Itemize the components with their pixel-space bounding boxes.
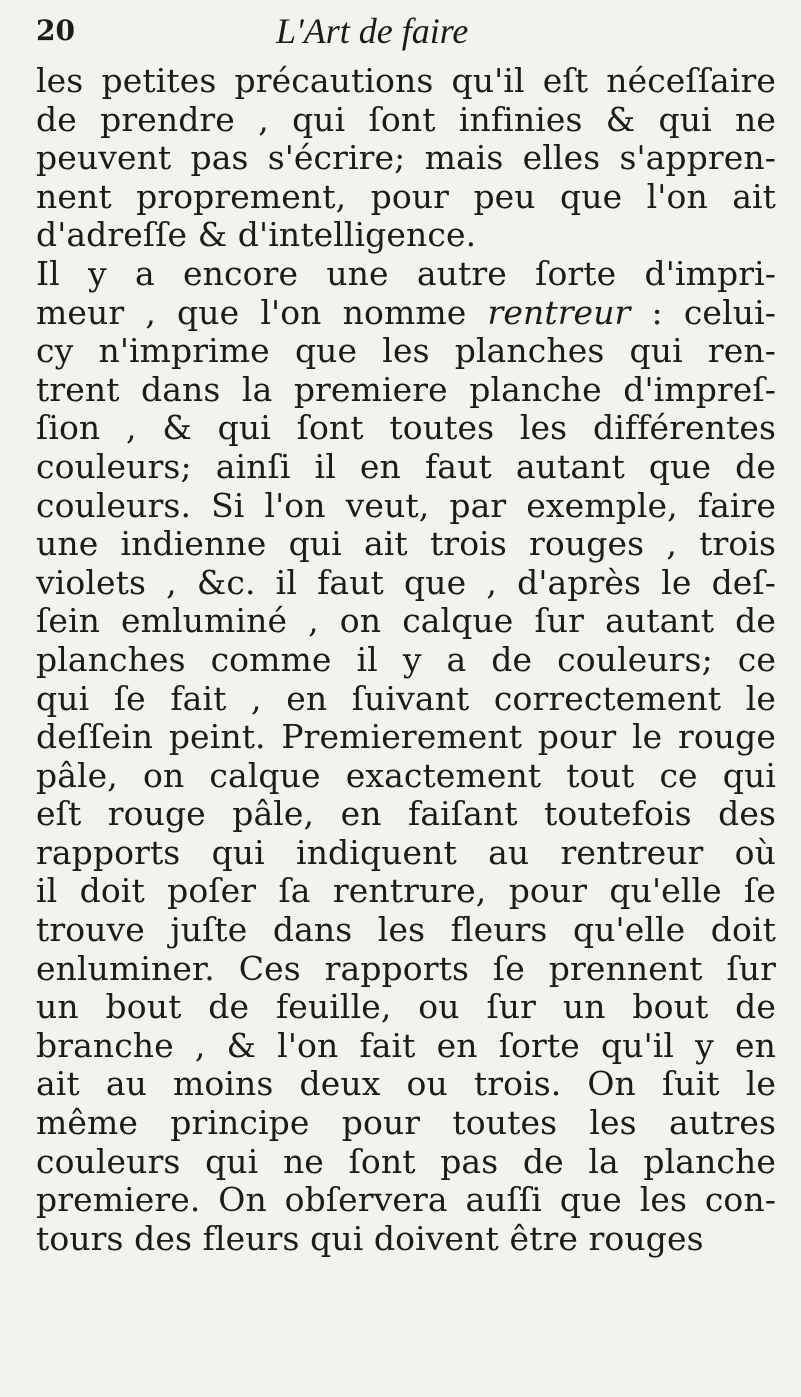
text-line: enluminer. Ces rapports ſe prennent ſur — [36, 948, 776, 988]
text-line: ſion , & qui ſont toutes les différentes — [36, 408, 776, 448]
text-line: couleurs; ainſi il en faut autant que de — [36, 446, 776, 486]
page-number: 20 — [36, 14, 75, 47]
text-line: qui ſe fait , en ſuivant correctement le — [36, 678, 776, 718]
text-line: une indienne qui ait trois rouges , trois — [36, 524, 776, 564]
text-line: d'adreſſe & d'intelligence. — [36, 215, 477, 255]
text-line: nent proprement, pour peu que l'on ait — [36, 176, 776, 216]
text-line: couleurs. Si l'on veut, par exemple, faire — [36, 485, 776, 525]
page-header — [36, 10, 596, 54]
text-line: couleurs qui ne ſont pas de la planche — [36, 1141, 776, 1181]
text-line: branche , & l'on fait en ſorte qu'il y en — [36, 1025, 776, 1065]
text-line: Il y a encore une autre ſorte d'impri- — [36, 253, 776, 293]
text-line: les petites précautions qu'il eſt néceſſaire — [36, 61, 776, 100]
text-line: violets , &c. il faut que , d'après le deſ- — [36, 562, 776, 602]
text-line: cy n'imprime que les planches qui ren- — [36, 331, 776, 371]
text-line: ſein emluminé , on calque ſur autant de — [36, 601, 776, 641]
text-line: rapports qui indiquent au rentreur où — [36, 832, 776, 872]
text-line: peuvent pas s'écrire; mais elles s'appren- — [36, 138, 776, 178]
text-line — [36, 294, 776, 333]
text-line: pâle, on calque exactement tout ce qui — [36, 755, 776, 795]
text-line: trouve juſte dans les fleurs qu'elle doit — [36, 910, 776, 950]
text-line: ait au moins deux ou trois. On ſuit le — [36, 1064, 776, 1104]
text-line: premiere. On obſervera auſſi que les con- — [36, 1180, 776, 1220]
text-line: deſſein peint. Premierement pour le rouge — [36, 717, 776, 757]
text-line: tours des fleurs qui doivent être rouges — [36, 1218, 704, 1258]
body-text — [36, 62, 776, 1258]
text-line: eſt rouge pâle, en faiſant toutefois des — [36, 794, 776, 834]
text-line: trent dans la premiere planche d'impreſ- — [36, 369, 776, 409]
text-line: il doit poſer ſa rentrure, pour qu'elle ſe — [36, 871, 776, 911]
text-line: de prendre , qui ſont infinies & qui ne — [36, 99, 776, 139]
text-line: un bout de feuille, ou ſur un bout de — [36, 987, 776, 1027]
running-title: L'Art de faire — [276, 11, 469, 51]
text-line-start: meur , que l'on nomme — [36, 292, 488, 332]
text-line: planches comme il y a de couleurs; ce — [36, 639, 776, 679]
text-line: même principe pour toutes les autres — [36, 1103, 776, 1143]
italic-term: rentreur — [487, 292, 631, 332]
text-line-end: : celui- — [630, 292, 776, 332]
